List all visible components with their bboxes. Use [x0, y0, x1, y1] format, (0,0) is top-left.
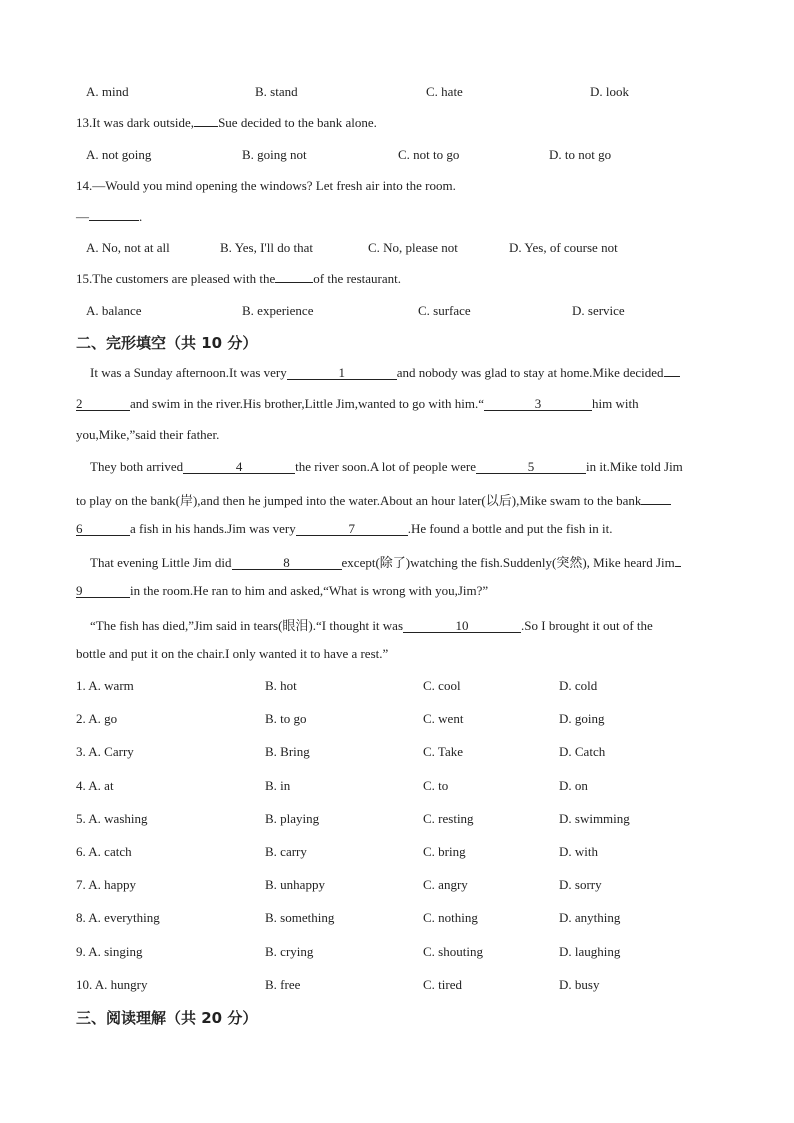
q13-blank [194, 126, 218, 127]
blank-2: 2 [76, 398, 130, 411]
cloze-q9-option-b: B. crying [265, 944, 314, 959]
q15-option-c: C. surface [418, 303, 471, 318]
q12-option-b: B. stand [255, 84, 298, 99]
blank-8: 8 [232, 557, 342, 570]
q15-option-a: A. balance [86, 303, 142, 318]
passage-line-1 [76, 365, 680, 381]
passage-text: and nobody was glad to stay at home.Mike decided [396, 365, 664, 380]
q14-stem: 14.—Would you mind opening the windows? Let fresh air into the room. [76, 178, 456, 193]
cloze-q4-option-d: D. on [559, 778, 588, 793]
cloze-q6-option-c: C. bring [423, 844, 466, 859]
q13-stem [76, 115, 377, 131]
passage-line-4 [76, 459, 683, 475]
blank-9-lead [675, 566, 681, 567]
cloze-q3-option-a: 3. A. Carry [76, 744, 134, 759]
blank-4: 4 [183, 461, 295, 474]
q15-stem [76, 271, 401, 287]
passage-line-9 [76, 615, 653, 634]
q14-option-d: D. Yes, of course not [509, 240, 618, 255]
cloze-q2-option-a: 2. A. go [76, 711, 118, 726]
passage-line-7 [76, 552, 681, 571]
passage-line-2 [76, 396, 639, 412]
passage-text: and swim in the river.His brother,Little Jim,wanted to go with him.“ [130, 396, 485, 411]
q12-option-a: A. mind [86, 84, 129, 99]
q15-blank [275, 282, 313, 283]
passage-line-10: bottle and put it on the chair.I only wanted it to have a rest.” [76, 646, 389, 661]
q15-stem-b: of the restaurant. [313, 271, 401, 286]
passage-text: in the room.He ran to him and asked,“What is wrong with you,Jim?” [130, 583, 489, 598]
cloze-q5-option-d: D. swimming [559, 811, 630, 826]
cloze-q1-option-a: 1. A. warm [76, 678, 134, 693]
cloze-q5-option-a: 5. A. washing [76, 811, 148, 826]
q14-option-c: C. No, please not [368, 240, 458, 255]
cloze-q7-option-c: C. angry [423, 877, 468, 892]
cloze-q7-option-b: B. unhappy [265, 877, 325, 892]
q14-blank [89, 220, 139, 221]
cloze-q5-option-c: C. resting [423, 811, 474, 826]
q12-option-c: C. hate [426, 84, 463, 99]
cloze-q6-option-d: D. with [559, 844, 598, 859]
q13-option-c: C. not to go [398, 147, 460, 162]
cloze-q4-option-c: C. to [423, 778, 449, 793]
q14-answer-end: . [139, 209, 143, 224]
cloze-q1-option-b: B. hot [265, 678, 297, 693]
passage-text: in it.Mike told Jim [586, 459, 683, 474]
passage-text: to play on the bank(岸),and then he jumped into the water.About an hour later(以后),Mike swam to the bank [76, 493, 642, 508]
passage-line-5 [76, 490, 671, 509]
blank-7: 7 [296, 523, 408, 536]
passage-text: It was a Sunday afternoon.It was very [90, 365, 287, 380]
cloze-q2-option-b: B. to go [265, 711, 307, 726]
cloze-q1-option-c: C. cool [423, 678, 461, 693]
section-3-title: 三、阅读理解（共 20 分） [76, 1009, 258, 1027]
cloze-q2-option-d: D. going [559, 711, 605, 726]
cloze-q10-option-c: C. tired [423, 977, 462, 992]
cloze-q2-option-c: C. went [423, 711, 464, 726]
cloze-q4-option-b: B. in [265, 778, 291, 793]
cloze-q8-option-c: C. nothing [423, 910, 478, 925]
blank-3: 3 [484, 398, 592, 411]
q13-option-a: A. not going [86, 147, 152, 162]
blank-6-lead [641, 504, 671, 505]
cloze-q7-option-d: D. sorry [559, 877, 602, 892]
blank-2-lead [664, 376, 680, 377]
q13-stem-a: 13.It was dark outside, [76, 115, 195, 130]
passage-line-3: you,Mike,”said their father. [76, 427, 220, 442]
cloze-q6-option-b: B. carry [265, 844, 307, 859]
passage-text: except(除了)watching the fish.Suddenly(突然), Mike heard Jim [341, 555, 675, 570]
passage-text: a fish in his hands.Jim was very [130, 521, 296, 536]
cloze-q3-option-c: C. Take [423, 744, 464, 759]
blank-5: 5 [476, 461, 586, 474]
cloze-q5-option-b: B. playing [265, 811, 320, 826]
q14-answer-line [76, 209, 142, 225]
cloze-q8-option-b: B. something [265, 910, 335, 925]
cloze-q9-option-d: D. laughing [559, 944, 621, 959]
passage-text: They both arrived [90, 459, 184, 474]
q14-answer-dash: — [76, 209, 89, 224]
passage-line-6 [76, 521, 612, 537]
q13-option-b: B. going not [242, 147, 307, 162]
cloze-q4-option-a: 4. A. at [76, 778, 114, 793]
q15-stem-a: 15.The customers are pleased with the [76, 271, 276, 286]
cloze-q3-option-d: D. Catch [559, 744, 606, 759]
passage-text: him with [592, 396, 639, 411]
passage-text: the river soon.A lot of people were [295, 459, 477, 474]
cloze-q10-option-a: 10. A. hungry [76, 977, 148, 992]
passage-text: “The fish has died,”Jim said in tears(眼泪).“I thought it was [90, 618, 404, 633]
q15-option-b: B. experience [242, 303, 314, 318]
blank-1: 1 [287, 367, 397, 380]
q14-option-a: A. No, not at all [86, 240, 170, 255]
passage-text: That evening Little Jim did [90, 555, 232, 570]
cloze-q10-option-b: B. free [265, 977, 301, 992]
cloze-q6-option-a: 6. A. catch [76, 844, 132, 859]
section-2-title: 二、完形填空（共 10 分） [76, 334, 258, 352]
passage-text: .He found a bottle and put the fish in it. [407, 521, 613, 536]
q12-option-d: D. look [590, 84, 629, 99]
cloze-q9-option-a: 9. A. singing [76, 944, 143, 959]
q13-stem-b: Sue decided to the bank alone. [218, 115, 377, 130]
passage-line-8 [76, 583, 488, 599]
blank-9: 9 [76, 585, 130, 598]
cloze-q1-option-d: D. cold [559, 678, 598, 693]
q13-option-d: D. to not go [549, 147, 612, 162]
blank-10: 10 [403, 620, 521, 633]
cloze-q9-option-c: C. shouting [423, 944, 483, 959]
q15-option-d: D. service [572, 303, 625, 318]
cloze-q7-option-a: 7. A. happy [76, 877, 136, 892]
cloze-q8-option-a: 8. A. everything [76, 910, 160, 925]
q14-option-b: B. Yes, I'll do that [220, 240, 313, 255]
cloze-q10-option-d: D. busy [559, 977, 600, 992]
passage-text: .So I brought it out of the [521, 618, 653, 633]
cloze-q8-option-d: D. anything [559, 910, 621, 925]
blank-6: 6 [76, 523, 130, 536]
cloze-q3-option-b: B. Bring [265, 744, 310, 759]
